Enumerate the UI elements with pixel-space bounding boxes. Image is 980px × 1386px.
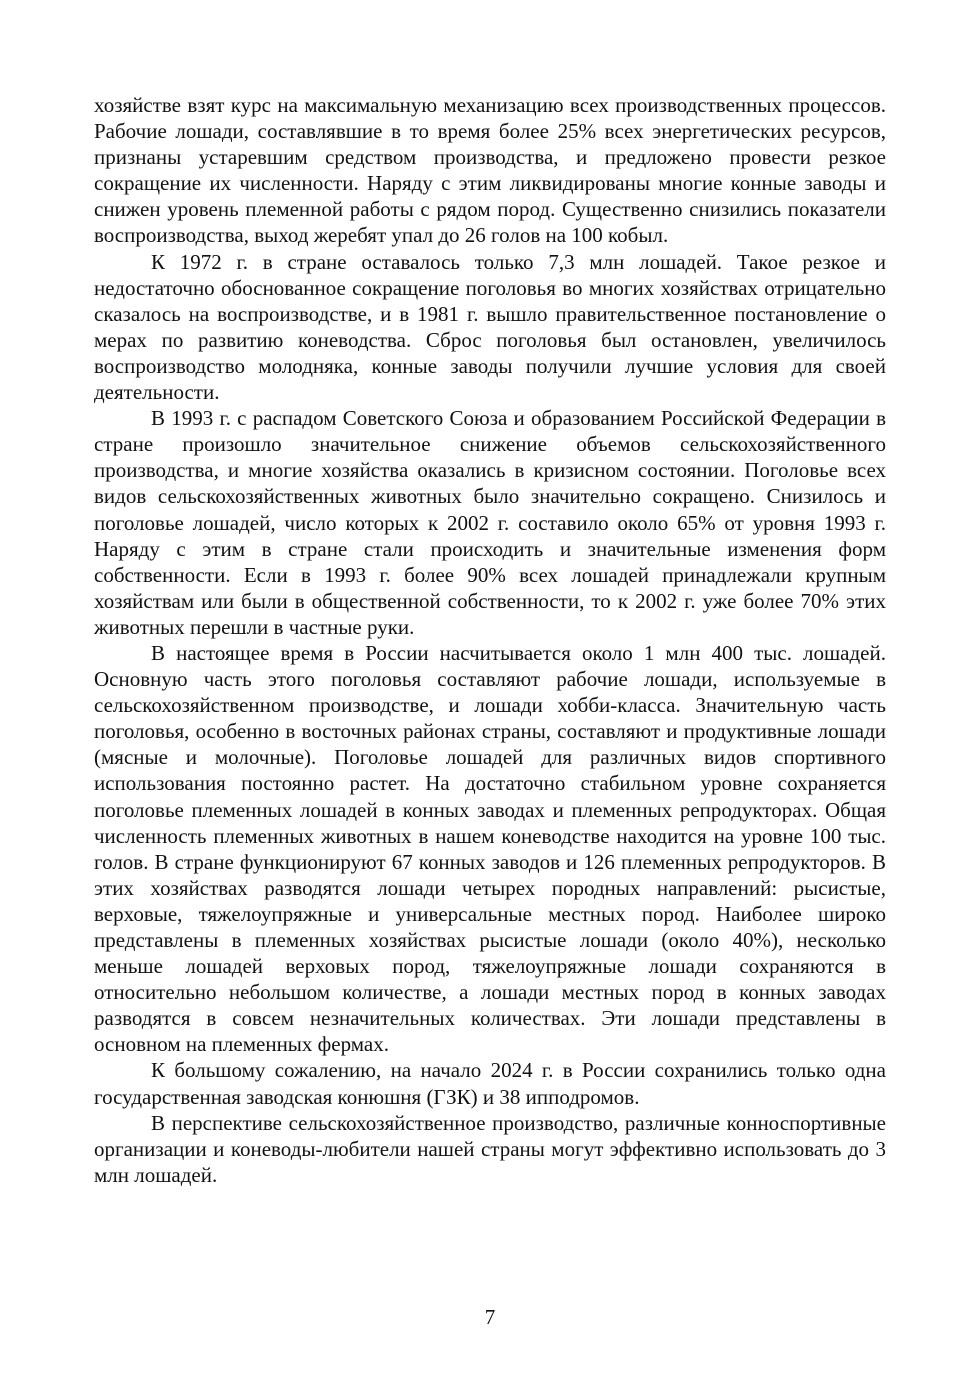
paragraph-3: В 1993 г. с распадом Советского Союза и образованием Российской Федерации в стране произошло значительное снижение объемов сельскохозяйственного производства, и многие хозяйства оказались в кризисном состоянии. Поголовье всех видов сельскохозяйственных животных было значительно сокращено. Снизилось и поголовье лошадей, число которых к 2002 г. составило около 65% от уровня 1993 г. Наряду с этим в стране стали происходить и значительные изменения форм собственности. Если в 1993 г. более 90% всех лошадей принадлежали крупным хозяйствам или были в общественной собственности, то к 2002 г. уже более 70% этих животных перешли в частные руки. bbox=[94, 406, 886, 639]
paragraph-4: В настоящее время в России насчитывается около 1 млн 400 тыс. лошадей. Основную часть этого поголовья составляют рабочие лошади, используемые в сельскохозяйственном производстве, и лошади хобби-класса. Значительную часть поголовья, особенно в восточных районах страны, составляют и продуктивные лошади (мясные и молочные). Поголовье лошадей для различных видов спортивного использования постоянно растет. На достаточно стабильном уровне сохраняется поголовье племенных лошадей в конных заводах и племенных репродукторах. Общая численность племенных животных в нашем коневодстве находится на уровне 100 тыс. голов. В стране функционируют 67 конных заводов и 126 племенных репродукторов. В этих хозяйствах разводятся лошади четырех породных направлений: рысистые, верховые, тяжелоупряжные и универсальные местных пород. Наиболее широко представлены в племенных хозяйствах рысистые лошади (около 40%), несколько меньше лошадей верховых пород, тяжелоупряжные лошади сохраняются в относительно небольшом количестве, а лошади местных пород в конных заводах разводятся в совсем незначительных количествах. Эти лошади представлены в основном на племенных фермах. bbox=[94, 640, 886, 1057]
page-body bbox=[94, 92, 886, 1188]
paragraph-6: В перспективе сельскохозяйственное производство, различные конноспортивные организации и коневоды-любители нашей страны могут эффективно использовать до 3 млн лошадей. bbox=[94, 1110, 886, 1187]
paragraph-5: К большому сожалению, на начало 2024 г. в России сохранились только одна государственная заводская конюшня (ГЗК) и 38 ипподромов. bbox=[94, 1058, 886, 1109]
paragraph-1: хозяйстве взят курс на максимальную механизацию всех производственных процессов. Рабочие лошади, составлявшие в то время более 25% всех энергетических ресурсов, признаны устаревшим средством производства, и предложено провести резкое сокращение их численности. Наряду с этим ликвидированы многие конные заводы и снижен уровень племенной работы с рядом пород. Существенно снизились показатели воспроизводства, выход жеребят упал до 26 голов на 100 кобыл. bbox=[94, 93, 886, 248]
paragraph-2: К 1972 г. в стране оставалось только 7,3 млн лошадей. Такое резкое и недостаточно обоснованное сокращение поголовья во многих хозяйствах отрицательно сказалось на воспроизводстве, и в 1981 г. вышло правительственное постановление о мерах по развитию коневодства. Сброс поголовья был остановлен, увеличилось воспроизводство молодняка, конные заводы получили лучшие условия для своей деятельности. bbox=[94, 249, 886, 405]
page-number: 7 bbox=[484, 1305, 496, 1329]
